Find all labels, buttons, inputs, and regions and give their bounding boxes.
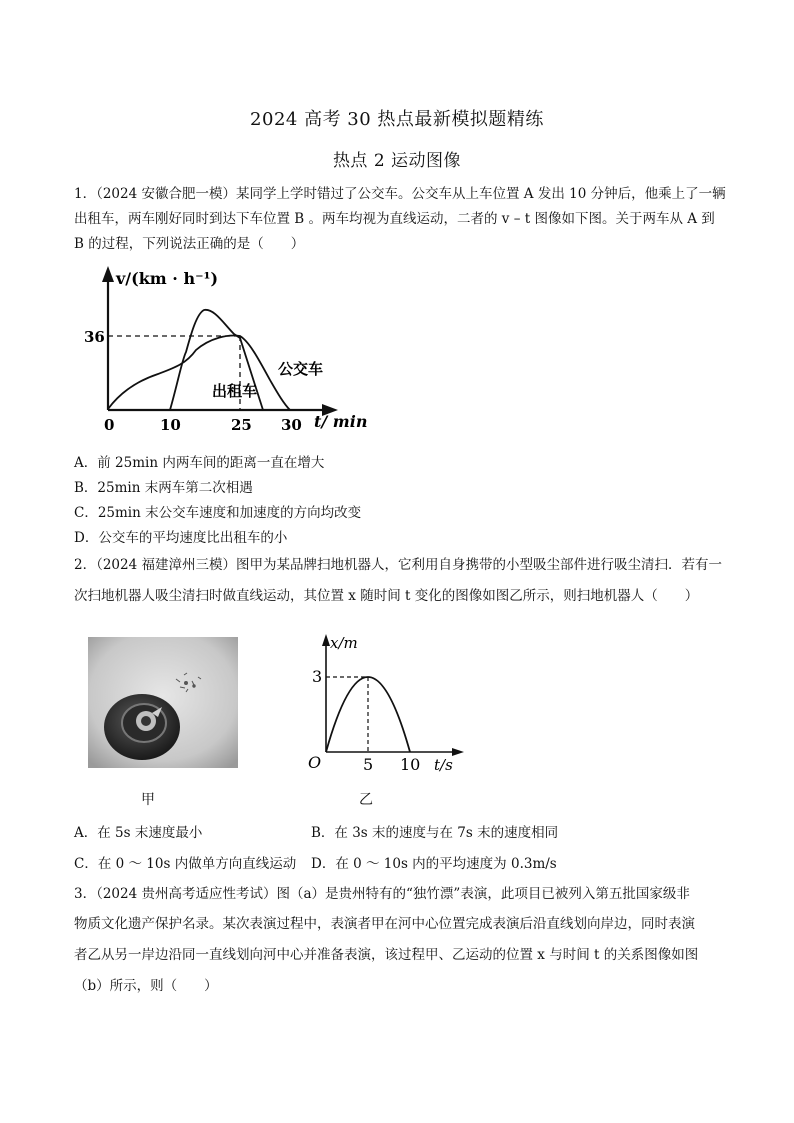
q1-option-a: A．前 25min 内两车间的距离一直在增大 [74, 455, 325, 471]
q2-option-c: C．在 0 ～ 10s 内做单方向直线运动 [74, 856, 297, 872]
q2-option-d: D．在 0 ～ 10s 内的平均速度为 0.3m/s [311, 856, 557, 872]
q1-y-axis-label: v/(km · h⁻¹) [116, 269, 219, 288]
figure-a-caption: 甲 [141, 792, 155, 808]
figure-b-caption: 乙 [359, 792, 373, 808]
q1-y-arrow [102, 266, 114, 282]
q3-stem-line: 3．（2024 贵州高考适应性考试）图（a）是贵州特有的“独竹漂”表演，此项目已被列入第五批国家级非 [74, 886, 690, 902]
section-title: 热点 2 运动图像 [332, 151, 462, 171]
robot-vacuum-photo [88, 637, 238, 768]
q1-x-tick: 0 [104, 416, 115, 434]
q2-option-b: B．在 3s 末的速度与在 7s 末的速度相同 [311, 825, 559, 841]
q2-stem-line: 2．（2024 福建漳州三模）图甲为某品牌扫地机器人，它利用自身携带的小型吸尘部件进行吸尘清扫．若有一 [74, 557, 722, 573]
q3-stem-line: 者乙从另一岸边沿同一直线划向河中心并准备表演，该过程甲、乙运动的位置 x 与时间 t 的关系图像如图 [74, 947, 699, 963]
q2-stem-line: 次扫地机器人吸尘清扫时做直线运动，其位置 x 随时间 t 变化的图像如图乙所示，则扫地机器人（ ） [74, 588, 699, 604]
q1-option-d: D．公交车的平均速度比出租车的小 [74, 530, 288, 546]
q1-y-tick: 36 [84, 328, 105, 346]
q1-x-tick: 30 [281, 416, 302, 434]
q1-stem-line: 出租车，两车刚好同时到达下车位置 B 。两车均视为直线运动，二者的 v – t 图像如下图。关于两车从 A 到 [74, 211, 715, 227]
q1-x-tick: 25 [231, 416, 252, 434]
q1-stem-line: B 的过程，下列说法正确的是（ ） [74, 236, 305, 252]
q1-option-c: C．25min 末公交车速度和加速度的方向均改变 [74, 505, 362, 521]
q2-x-tick: 5 [363, 755, 374, 774]
q2-option-a: A．在 5s 末速度最小 [74, 825, 203, 841]
q1-bus-label: 公交车 [278, 360, 324, 378]
q2-y-tick: 3 [312, 667, 323, 686]
q1-vt-graph [78, 262, 378, 437]
q3-stem-line: 物质文化遗产保护名录。某次表演过程中，表演者甲在河中心位置完成表演后沿直线划向岸边，同时表演 [74, 916, 695, 932]
q2-origin-label: O [308, 753, 322, 772]
q2-x-arrow [452, 748, 464, 756]
q1-x-axis-label: t/ min [314, 412, 368, 431]
q2-y-axis-label: x/m [330, 634, 358, 652]
q1-stem-line: 1．（2024 安徽合肥一模）某同学上学时错过了公交车。公交车从上车位置 A 发出 10 分钟后，他乘上了一辆 [74, 186, 726, 202]
q2-y-arrow [322, 634, 330, 646]
q2-x-tick: 10 [400, 755, 421, 774]
q1-x-tick: 10 [160, 416, 181, 434]
q3-stem-line: （b）所示，则（ ） [74, 978, 218, 994]
q1-bus-curve [108, 336, 290, 410]
q2-x-axis-label: t/s [434, 756, 453, 774]
page-title: 2024 高考 30 热点最新模拟题精练 [250, 109, 544, 130]
q1-taxi-label: 出租车 [212, 382, 258, 400]
q1-option-b: B．25min 末两车第二次相遇 [74, 480, 253, 496]
q2-xt-graph [300, 628, 480, 776]
